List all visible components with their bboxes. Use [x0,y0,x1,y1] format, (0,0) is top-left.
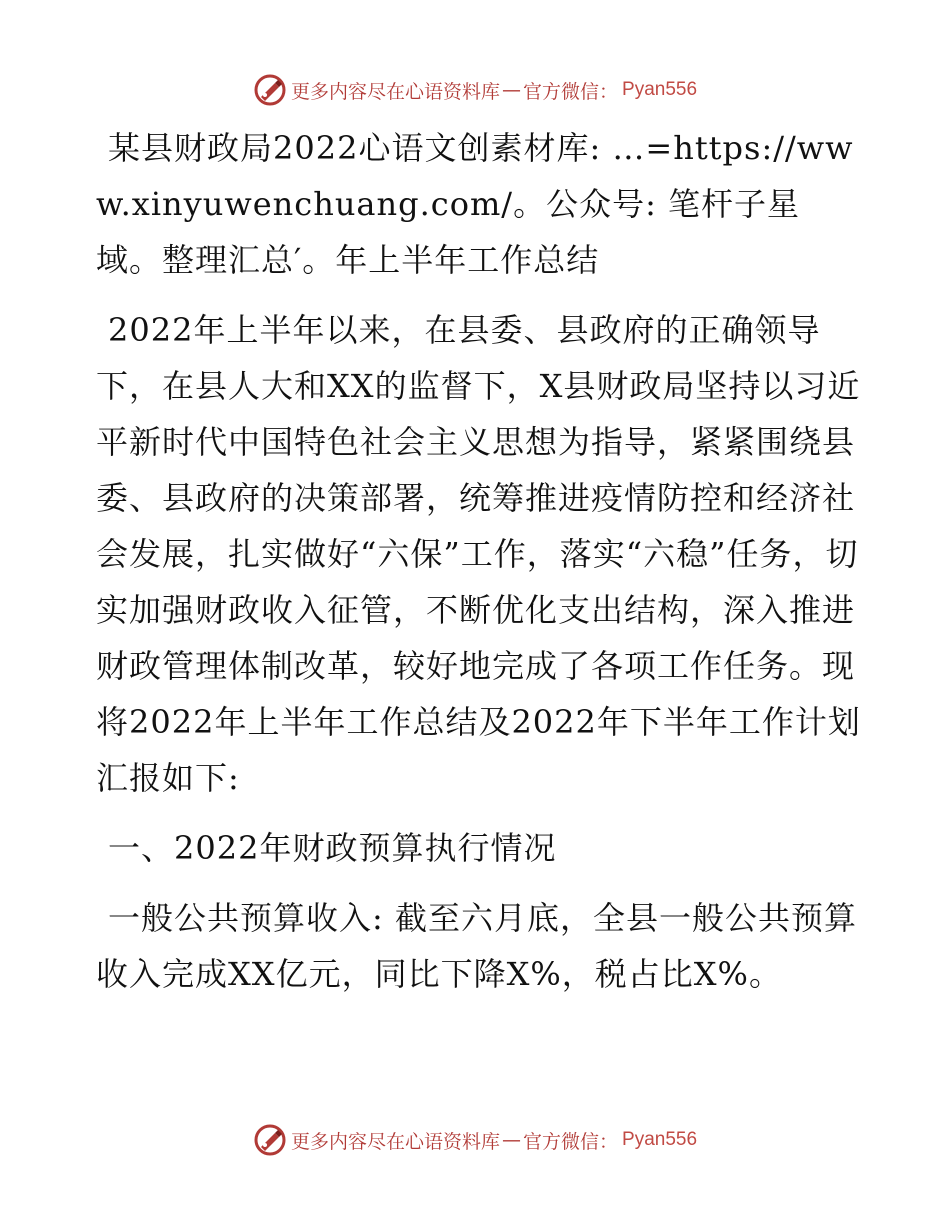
pen-logo-icon [253,73,287,107]
banner-text: 更多内容尽在心语资料库 [290,1130,500,1153]
banner-colon: ： [599,1130,619,1153]
banner-colon: ： [599,80,619,103]
section-heading: 一、2022年财政预算执行情况 [108,829,557,867]
revenue-paragraph: 一般公共预算收入: 截至六月底，全县一般公共预算收入完成XX亿元，同比下降X%，税占比X%。 [96,899,857,993]
intro-paragraph: 2022年上半年以来，在县委、县政府的正确领导下，在县人大和XX的监督下，X县财政局坚持以习近平新时代中国特色社会主义思想为指导，紧紧围绕县委、县政府的决策部署，统筹推进疫情防控和经济社会发展，扎实做好“六保”工作，落实“六稳”任务，切实加强财政收入征管，不断优化支出结构，深入推进财政管理体制改革，较好地完成了各项工作任务。现将2022年上半年工作总结及2022年下半年工作计划汇报如下: [96,311,861,797]
pen-logo-icon [253,1123,287,1157]
banner-separator: — [501,79,521,101]
footer-banner [0,1120,950,1160]
banner-label: 官方微信 [522,80,599,103]
header-banner [0,70,950,110]
document-title-paragraph: 某县财政局2022心语文创素材库: …=https://www.xinyuwenchuang.com/。公众号: 笔杆子星域。整理汇总′。年上半年工作总结 [96,129,854,279]
banner-text: 更多内容尽在心语资料库 [290,80,500,103]
document-body [96,120,866,1016]
banner-handle: Pyan556 [622,79,698,100]
banner-separator: — [501,1129,521,1151]
banner-label: 官方微信 [522,1130,599,1153]
banner-handle: Pyan556 [622,1129,698,1150]
